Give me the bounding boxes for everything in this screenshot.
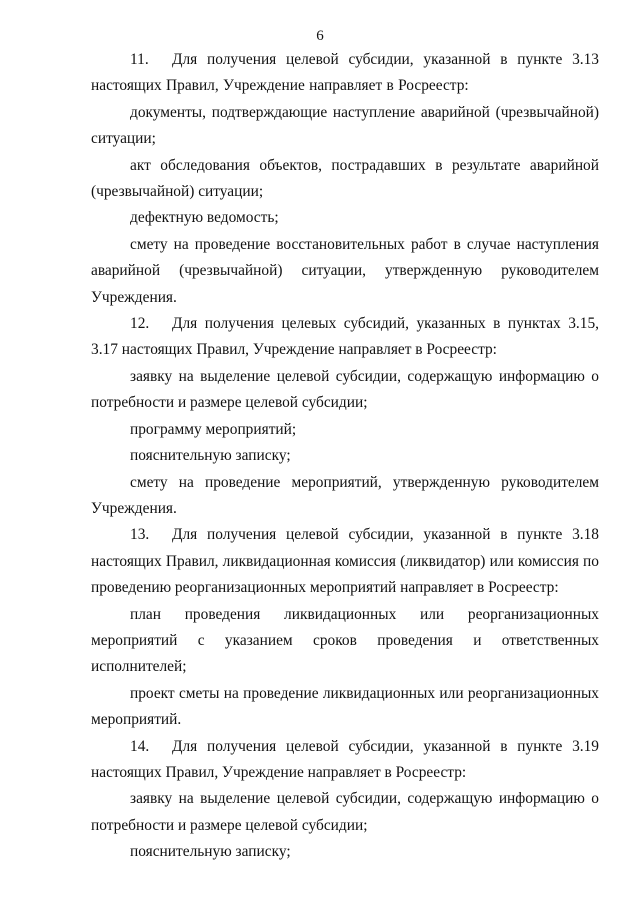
paragraph-number: 14.	[130, 737, 150, 755]
list-item	[91, 153, 599, 206]
paragraph-text: смету на проведение восстановительных работ в случае наступления аварийной (чрезвычайной) ситуации, утвержденную руководителем Учреждения.	[91, 235, 599, 306]
paragraph-text: заявку на выделение целевой субсидии, содержащую информацию о потребности и размере целевой субсидии;	[91, 367, 599, 412]
paragraph-text: пояснительную записку;	[130, 843, 291, 861]
list-item	[91, 364, 599, 417]
page-number: 6	[316, 28, 324, 44]
paragraph-text: заявку на выделение целевой субсидии, содержащую информацию о потребности и размере целевой субсидии;	[91, 790, 599, 834]
list-item	[91, 232, 599, 311]
paragraph-11	[91, 47, 599, 100]
paragraph-text: документы, подтверждающие наступление аварийной (чрезвычайной) ситуации;	[91, 103, 599, 148]
list-item	[91, 205, 599, 231]
paragraph-text: дефектную ведомость;	[130, 209, 279, 227]
paragraph-text: смету на проведение мероприятий, утвержденную руководителем Учреждения.	[91, 473, 599, 517]
paragraph-number: 11.	[130, 51, 149, 68]
paragraph-text: программу мероприятий;	[130, 420, 297, 438]
paragraph-12	[91, 311, 599, 364]
paragraph-text: Для получения целевых субсидий, указанных в пунктах 3.15, 3.17 настоящих Правил, Учреждение направляет в Росреестр:	[91, 315, 599, 359]
paragraph-number: 13.	[130, 526, 150, 544]
list-item	[91, 443, 599, 469]
paragraph-text: Для получения целевой субсидии, указанной в пункте 3.19 настоящих Правил, Учреждение направляет в Росреестр:	[91, 737, 599, 781]
paragraph-text: план проведения ликвидационных или реорганизационных мероприятий с указанием сроков проведения и ответственных исполнителей;	[91, 605, 599, 676]
list-item	[91, 417, 599, 443]
list-item	[91, 100, 599, 153]
list-item	[91, 839, 599, 865]
paragraph-13	[91, 522, 599, 601]
paragraph-text: акт обследования объектов, пострадавших в результате аварийной (чрезвычайной) ситуации;	[91, 156, 599, 201]
paragraph-text: проект сметы на проведение ликвидационных или реорганизационных мероприятий.	[91, 684, 599, 729]
paragraph-14	[91, 734, 599, 787]
paragraph-text: Для получения целевой субсидии, указанной в пункте 3.18 настоящих Правил, ликвидационная комиссия (ликвидатор) или комиссия по проведению реорганизационных мероприятий направляет в Росреестр:	[91, 526, 599, 597]
list-item	[91, 786, 599, 839]
paragraph-text: пояснительную записку;	[130, 447, 291, 465]
paragraph-text: Для получения целевой субсидии, указанной в пункте 3.13 настоящих Правил, Учреждение направляет в Росреестр:	[91, 51, 599, 95]
list-item	[91, 470, 599, 523]
list-item	[91, 602, 599, 681]
paragraph-number: 12.	[130, 315, 150, 333]
list-item	[91, 681, 599, 734]
document-body	[91, 47, 599, 866]
